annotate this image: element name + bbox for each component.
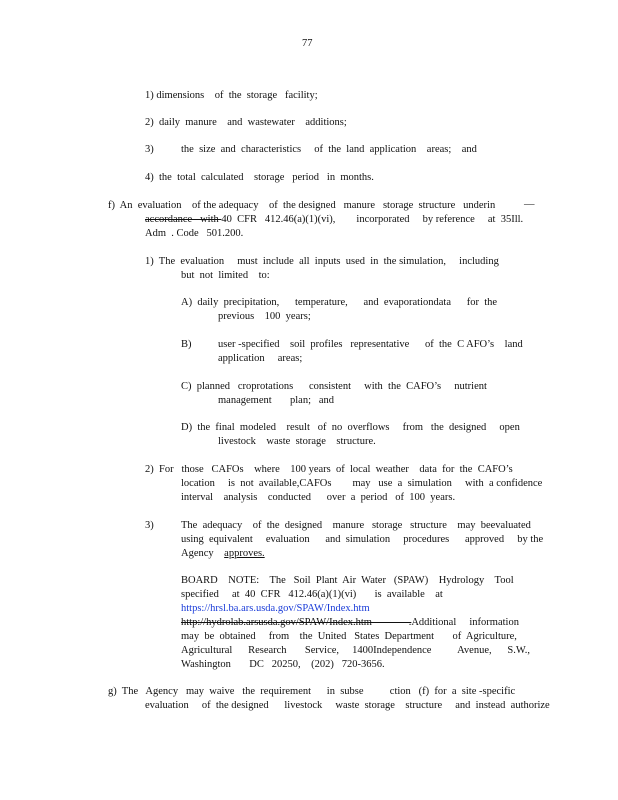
subitem-2-line3: interval analysis conducted over a period of 100 years. — [181, 492, 456, 503]
list-item-daily-manure: 2) daily manure and wastewater additions; — [145, 117, 347, 128]
subitem-3-line1: The adequacy of the designed manure storage structure may beevaluated — [181, 520, 531, 531]
list-item-storage-period: 4) the total calculated storage period in months. — [145, 172, 374, 183]
subitem-2-line2: location is not available,CAFOs may use a simulation with a confidence — [181, 478, 543, 489]
subitem-D-line2: livestock waste storage structure. — [218, 436, 376, 447]
subitem-D-line1: D) the final modeled result of no overflows from the designed open — [181, 422, 520, 433]
subitem-3-number: 3) — [145, 520, 154, 531]
subitem-B-number: B) — [181, 339, 192, 350]
struck-url: http://hydrolab.arsusda.gov/SPAW/Index.htm . — [181, 617, 412, 628]
list-item-3-number: 3) — [145, 144, 154, 155]
subitem-1-line1: 1) The evaluation must include all inputs used in the simulation, including — [145, 256, 499, 267]
subitem-B-line2: application areas; — [218, 353, 303, 364]
subitem-A-line2: previous 100 years; — [218, 311, 311, 322]
paragraph-f-line1: f) An evaluation of the adequacy of the designed manure storage structure underin — [108, 200, 496, 211]
subitem-C-line2: management plan; and — [218, 395, 335, 406]
paragraph-f-line3: Adm . Code 501.200. — [145, 228, 244, 239]
paragraph-f-dash: — — [524, 199, 535, 210]
paragraph-f-line2 — [145, 214, 523, 226]
board-note-line6: Agricultural Research Service, 1400Independence Avenue, S.W., — [181, 645, 531, 656]
struck-text: accordance with — [145, 214, 222, 225]
subitem-C-line1: C) planned croprotations consistent with the CAFO’s nutrient — [181, 381, 487, 392]
underlined-text: approves. — [224, 548, 265, 559]
subitem-B-line1: user -specified soil profiles representative of the C AFO’s land — [218, 339, 523, 350]
subitem-A-line1: A) daily precipitation, temperature, and evaporationdata for the — [181, 297, 498, 308]
page-number: 77 — [302, 38, 313, 49]
board-note-line4 — [181, 617, 519, 629]
board-note-line1: BOARD NOTE: The Soil Plant Air Water (SPAW) Hydrology Tool — [181, 575, 514, 586]
board-note-line5: may be obtained from the United States Department of Agriculture, — [181, 631, 517, 642]
list-item-land-application: the size and characteristics of the land application areas; and — [181, 144, 477, 155]
subitem-1-line2: but not limited to: — [181, 270, 270, 281]
subitem-2-line1: 2) For those CAFOs where 100 years of local weather data for the CAFO’s — [145, 464, 513, 475]
board-note-line7: Washington DC 20250, (202) 720-3656. — [181, 659, 385, 670]
paragraph-f-line2-rest: 40 CFR 412.46(a)(1)(vi), incorporated by reference at 35Ill. — [221, 214, 524, 225]
agency-text: Agency — [181, 548, 225, 559]
paragraph-g-line2: evaluation of the designed livestock waste storage structure and instead authorize — [145, 700, 550, 711]
subitem-3-line2: using equivalent evaluation and simulation procedures approved by the — [181, 534, 544, 545]
list-item-dimensions: 1) dimensions of the storage facility; — [145, 90, 318, 101]
board-note-line2: specified at 40 CFR 412.46(a)(1)(vi) is available at — [181, 589, 443, 600]
spaw-link[interactable]: https://hrsl.ba.ars.usda.gov/SPAW/Index.htm — [181, 603, 370, 614]
paragraph-g-line1: g) The Agency may waive the requirement in subse ction (f) for a site -specific — [108, 686, 516, 697]
subitem-3-line3 — [181, 548, 265, 560]
board-note-line4-rest: Additional information — [411, 617, 519, 628]
